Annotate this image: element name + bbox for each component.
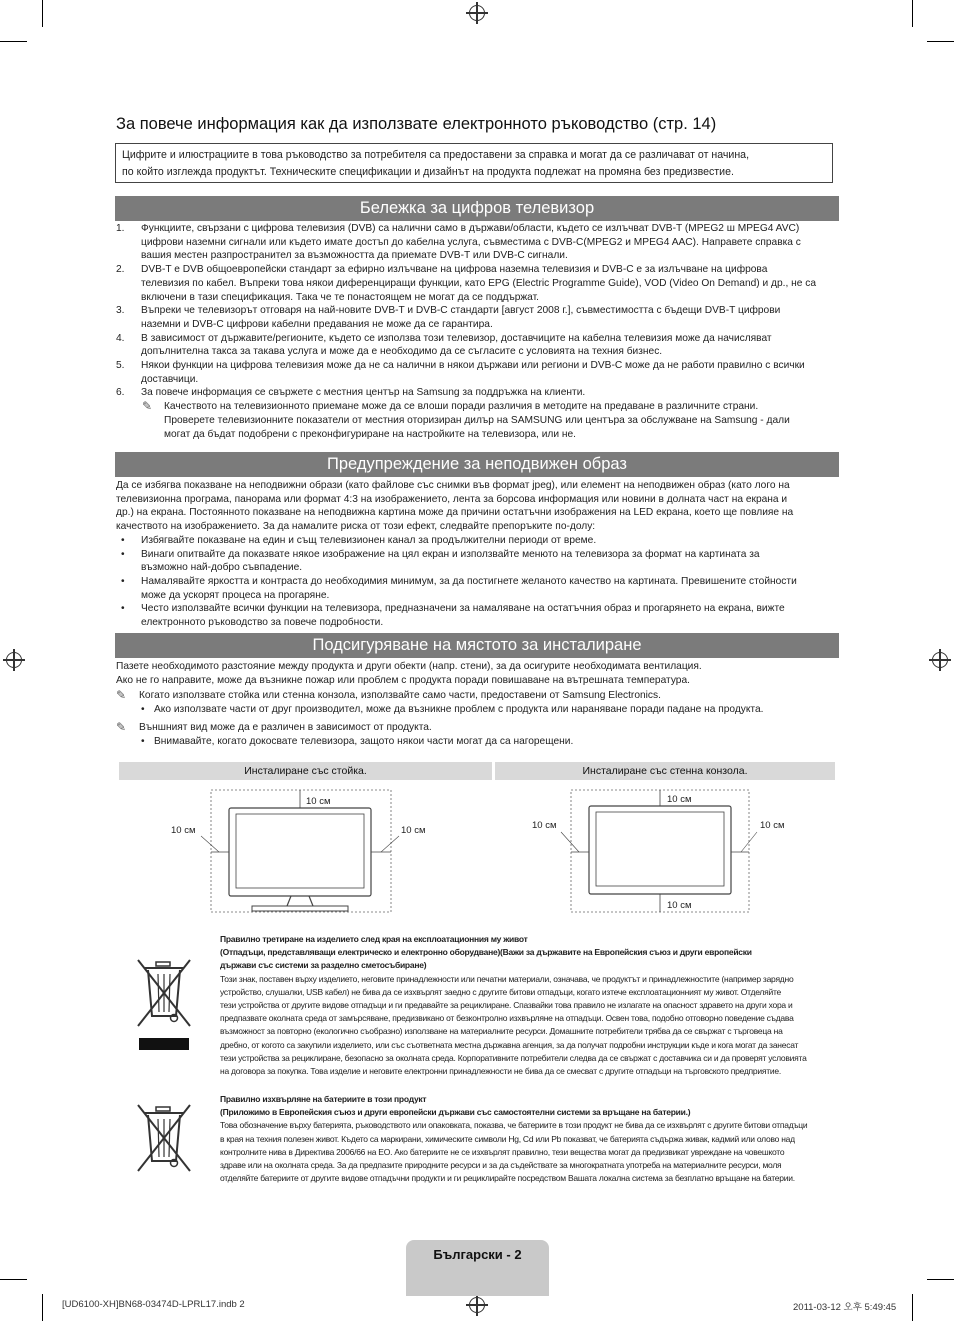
disclaimer-box <box>115 143 833 183</box>
crop-mark <box>912 1294 913 1321</box>
weee-notice: Правилно третиране на изделието след края на експлоатационния му живот (Отпадъци, представляващи електрическо и електронно оборудване)(Важи за държавите на Европейския съюз и други европейски държави със системи за разделно сметосъбиране) Този знак, поставен върху изделието, неговите принадлежности или печатни материали, означава, че продуктът и принадлежностите (например зарядно устройство, слушалки, USB кабел) не бива да се изхвърлят заедно с другите битови отпадъци, когато изтече експлоатационният му живот. Отделяйте тези устройства от другите видове отпадъци и ги предавайте за рециклиране. Спазвайки това правило не излагате на опасност здравето на други хора и предпазвате околната среда от замърсяване, предизвикано от безконтролно изхвърляне на отпадъци. Освен това, подобно отговорно поведение съдава възможност за повторно (екологично съобразно) използване на материалните ресурси. Домашните потребители трябва да се свържат с търговеца на дребно, от когото са закупили изделието, или със съответната местна държавна агенция, за да получат подробни инструкции къде и кога могат да занесат тези устройства за рециклиране, безопасно за околната среда. Корпоративните потребители следва да се свържат с доставчика си и да проверят условията на договора за покупка. Това изделие и неговите електронни принадлежности не бива да се смесват с другите отпадъци на търговското предприятие. <box>220 934 807 1077</box>
registration-mark-icon <box>469 5 485 21</box>
note-pen-icon: ✎ <box>116 719 127 734</box>
still-image-warning: Да се избягва показване на неподвижни образи (като файлове със снимки във формат jpeg), или елемент на неподвижен образ (като лого на телевизионна програма, панорама или формат 4:3 на изображението, лента за борсова информация или новини в долната част на екрана и др.) на екрана. Постоянното показване на неподвижна картина може да причини остатъчни изображения на LED екрана, което ще повлияе на качеството на изображението. За да намалите риска от този ефект, следвайте препоръките по-долу: • Избягвайте показване на един и същ телевизионен канал за продължителни периоди от време. • Винаги опитвайте да показвате някое изображение на цял екран и използвайте менюто на телевизора за формат на картината за възможно най-добро съвпадение. • Намалявайте яркостта и контраста до необходимия минимум, за да постигнете желаното качество на картината. Превишените стойности може да ускорят процеса на прогаряне. • Често използвайте всички функции на телевизора, предназначени за намаляване на остатъчния образ и прогарянето на екрана, вижте електронното ръководство за повече подробности. <box>116 479 846 630</box>
section-header-still-image: Предупреждение за неподвижен образ <box>115 452 839 477</box>
list-item: • Намалявайте яркостта и контраста до необходимия минимум, за да постигнете желаното качество на картината. Превишените стойности може да ускорят процеса на прогаряне. <box>116 575 846 602</box>
battery-title: Правилно изхвърляне на батериите в този продукт <box>220 1094 427 1104</box>
disclaimer-line: Цифрите и илюстрациите в това ръководство за потребителя са предоставени за справка и могат да се различават от начина, <box>122 149 750 161</box>
crop-mark <box>927 41 954 42</box>
section-header-installation: Подсигуряване на мястото за инсталиране <box>115 633 839 658</box>
disclaimer-line: по който изглежда продуктът. Техническите спецификации и дизайнът на продукта подлежат на промяна без предизвестие. <box>122 166 734 178</box>
note-block: ✎ Външният вид може да е различен в зависимост от продукта. • Внимавайте, когато докосвате телевизора, защото някои части могат да са нагорещени. <box>116 719 574 747</box>
note-block: ✎ Когато използвате стойка или стенна конзола, използвайте само части, предоставени от Samsung Electronics. • Ако използвате части от друг производител, може да възникне проблем с продукта или нараняване поради падане на продукта. <box>116 688 764 716</box>
page-heading: За повече информация как да използвате електронното ръководство (стр. 14) <box>116 115 717 133</box>
note-block: ✎ Качеството на телевизионното приемане може да се влоши поради различия в методите на предаване в различните страни. Проверете телевизионните показатели от местния оторизиран дилър на SAMSUNG или центъра за обслужване на Samsung - дали могат да бъдат подобрени с преконфигуриране на настройките на телевизора, или не. <box>142 399 790 440</box>
installation-text: Пазете необходимото разстояние между продукта и други обекти (напр. стени), за да осигурите необходимата вентилация. Ако не го направите, може да възникне пожар или проблем с продукта поради повишаване на вътрешната температура. ✎ Когато използвате стойка или стенна конзола, използвайте само части, предоставени от Samsung Electronics. • Ако използвате части от друг производител, може да възникне проблем с продукта или нараняване поради падане на продукта. ✎ Външният вид може да е различен в зависимост от продукта. • Внимавайте, когато докосвате телевизора, защото някои части могат да са нагорещени. <box>116 660 846 748</box>
registration-mark-icon <box>6 652 22 668</box>
registration-mark-icon <box>932 652 948 668</box>
list-item: • Винаги опитвайте да показвате някое изображение на цял екран и използвайте менюто на телевизора за формат на картината за възможно най-добро съвпадение. <box>116 548 846 575</box>
registration-mark-icon <box>469 1297 485 1313</box>
clearance-right-label: 10 см <box>760 820 785 831</box>
list-item: • Избягвайте показване на един и същ телевизионен канал за продължителни периоди от време. <box>116 534 846 548</box>
print-timestamp: 2011-03-12 오후 5:49:45 <box>793 1302 897 1313</box>
crop-mark <box>0 41 27 42</box>
list-item: 4. В зависимост от държавите/регионите, където се използва този телевизор, доставчиците на кабелна телевизия може да начисляват допълнителна такса за такава услуга и може да е необходимо да се съгласите с условията на техния бизнес. <box>116 332 772 358</box>
battery-notice: Правилно изхвърляне на батериите в този продукт (Приложимо в Европейския съюз и други европейски държави със самостоятелни системи за връщане на батерии.) Това обозначение върху батерията, ръководството или опаковката, показва, че батериите в този продукт не бива да се изхвърлят с другите битови отпадъци в края на техния полезен живот. Където са маркирани, химическите символи Hg, Cd или Pb показват, че батерията съдържа живак, кадмий или олово над контролните нива в Директива 2006/66 на ЕО. Ако батериите не се изхвърлят правилно, тези вещества могат да предизвикат увреждане на човешкото здраве или на околната среда. За да предпазите природните ресурси и за да съдействате за многократната употреба на материалните ресурси, моля отделяйте батериите от другите видове отпадъчни продукти и ги рециклирайте посредством Вашата локална система за безплатно връщане на батерии. <box>220 1094 808 1184</box>
wall-installation-diagram <box>495 780 835 920</box>
print-file-info: [UD6100-XH]BN68-03474D-LPRL17.indb 2 <box>62 1299 245 1310</box>
clearance-bottom-label: 10 см <box>667 900 692 911</box>
section-header-digital-tv: Бележка за цифров телевизор <box>115 196 839 221</box>
crop-mark <box>42 0 43 27</box>
crop-mark <box>927 1279 954 1280</box>
crossed-bin-battery-icon <box>134 1103 194 1175</box>
clearance-top-label: 10 см <box>306 796 331 807</box>
digital-tv-notes <box>116 222 846 441</box>
crop-mark <box>0 1279 27 1280</box>
list-item: 3. Въпреки че телевизорът отговаря на най-новите DVB-T и DVB-C стандарти [август 2008 г.], съвместимостта с бъдещи DVB-T цифрови наземни и DVB-C цифрови кабелни предавания не може да се гарантира. <box>116 305 781 330</box>
figure-caption-wall: Инсталиране със стенна конзола. <box>495 762 835 780</box>
crossed-bin-icon <box>134 958 194 1050</box>
list-item: • Често използвайте всички функции на телевизора, предназначени за намаляване на остатъчния образ и прогарянето на екрана, вижте електронното ръководство за повече подробности. <box>116 602 846 629</box>
list-item: 2. DVB-T е DVB общоевропейски стандарт за ефирно излъчване на цифрова наземна телевизия и DVB-C е за излъчване на цифрова телевизия по кабел. Въпреки това някои диференциращи функции, като EPG (Electric Programme Guide), VOD (Video On Demand) и др., не са включени в тази спецификация. Така че те понастоящем не могат да се поддържат. <box>116 264 817 303</box>
list-item: 6. За повече информация се свържете с местния център на Samsung за поддръжка на клиенти. <box>116 387 586 399</box>
note-pen-icon: ✎ <box>142 399 153 414</box>
figure-caption-stand: Инсталиране със стойка. <box>119 762 492 780</box>
weee-title: Правилно третиране на изделието след края на експлоатационния му живот <box>220 934 528 944</box>
crop-mark <box>42 1294 43 1321</box>
list-item: 5. Някои функции на цифрова телевизия може да не са налични в някои държави или региони и DVB-C може да не работи правилно с всички доставчици. <box>116 360 805 385</box>
note-pen-icon: ✎ <box>116 688 127 703</box>
clearance-top-label: 10 см <box>667 794 692 805</box>
clearance-right-label: 10 см <box>401 825 426 836</box>
clearance-left-label: 10 см <box>171 825 196 836</box>
page-number: Български - 2 <box>433 1247 522 1262</box>
crop-mark <box>912 0 913 27</box>
clearance-left-label: 10 см <box>532 820 557 831</box>
list-item: 1. Функциите, свързани с цифрова телевизия (DVB) са налични само в държави/области, където се излъчват DVB-T (MPEG2 ш MPEG4 AVC) цифрови наземни сигнали или където имате достъп до кабелна услуга, съвместима с DVB-C(MPEG2 и MPEG4 AAC). Направете справка с вашия местен разпространител за възможността да приемате DVB-T или DVB-C сигнали. <box>116 223 801 262</box>
